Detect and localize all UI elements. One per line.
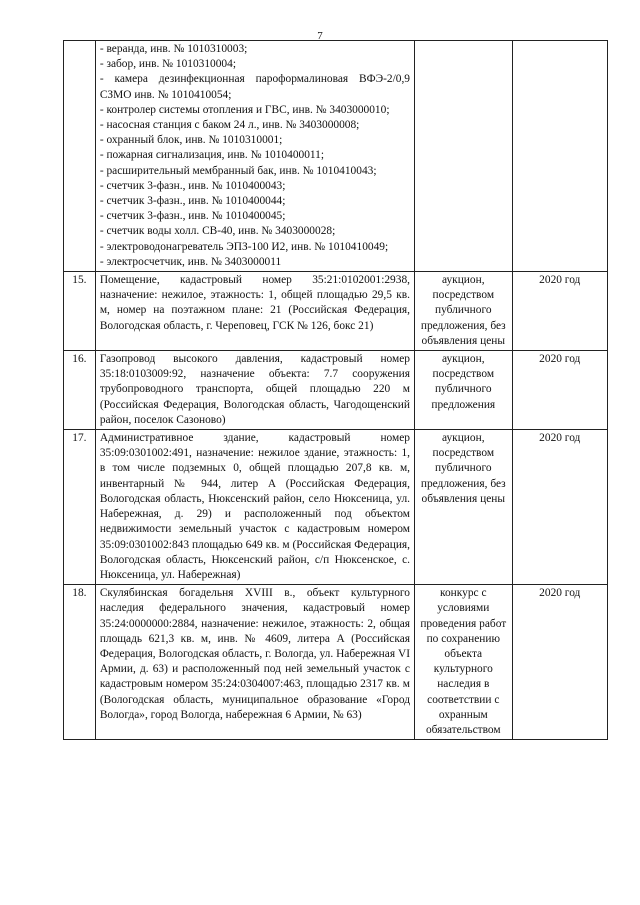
list-item: - пожарная сигнализация, инв. № 1010400011; bbox=[99, 149, 325, 162]
sale-year: 2020 год bbox=[512, 351, 607, 430]
table-row bbox=[64, 430, 608, 585]
sale-method: конкурс с условиями проведения работ по сохранению объекта культурного наследия в соответствии с охранным обязательством bbox=[415, 585, 513, 740]
property-description: Помещение, кадастровый номер 35:21:0102001:2938, назначение: нежилое, этажность: 1, общей площадью 29,5 кв. м, номер на поэтажном плане: 21 (Российская Федерация, Вологодская область, г. Череповец, ГСК № 126, бокс 21) bbox=[95, 272, 414, 351]
sale-year: 2020 год bbox=[512, 272, 607, 351]
table-row-continuation bbox=[64, 41, 608, 272]
property-privatization-table bbox=[63, 40, 608, 740]
sale-year: 2020 год bbox=[512, 430, 607, 585]
list-item: - расширительный мембранный бак, инв. № 1010410043; bbox=[99, 164, 377, 177]
list-item: - забор, инв. № 1010310004; bbox=[99, 58, 236, 71]
row-number-cell bbox=[64, 41, 96, 272]
table-row bbox=[64, 351, 608, 430]
continuation-items-cell bbox=[95, 41, 414, 272]
sale-method: аукцион, посредством публичного предложения, без объявления цены bbox=[415, 272, 513, 351]
list-item: - счетчик 3-фазн., инв. № 1010400044; bbox=[99, 195, 286, 208]
list-item: - веранда, инв. № 1010310003; bbox=[99, 43, 248, 55]
property-description: Газопровод высокого давления, кадастровый номер 35:18:0103009:92, назначение объекта: 7.7 сооружения трубопроводного транспорта, общей площадью 220 м (Российская Федерация, Вологодская область, Чагодощенский район, поселок Сазоново) bbox=[95, 351, 414, 430]
table-row bbox=[64, 585, 608, 740]
sale-method: аукцион, посредством публичного предложения bbox=[415, 351, 513, 430]
row-number: 16. bbox=[64, 351, 96, 430]
list-item: - счетчик 3-фазн., инв. № 1010400045; bbox=[99, 210, 286, 223]
list-item: - электроводонагреватель ЭПЗ-100 И2, инв. № 1010410049; bbox=[99, 240, 389, 253]
list-item: - охранный блок, инв. № 1010310001; bbox=[99, 134, 283, 147]
property-description: Скулябинская богадельня XVIII в., объект культурного наследия федерального значения, кадастровый номер 35:24:0000000:2884, назначение: нежилое, этажность: 2, общая площадь 621,3 кв. м, инв. № 4609, литера А (Российская Федерация, Вологодская область, г. Вологда, ул. Набережная VI Армии, д. 63) и расположенный под ней земельный участок с кадастровым номером 35:24:0304007:463, площадью 2317 кв. м (Вологодская область, муниципальное образование «Город Вологда», город Вологда, набережная 6 Армии, № 63) bbox=[95, 585, 414, 740]
sale-method: аукцион, посредством публичного предложения, без объявления цены bbox=[415, 430, 513, 585]
list-item: - счетчик воды холл. СВ-40, инв. № 3403000028; bbox=[99, 225, 336, 238]
page-number: 7 bbox=[317, 30, 323, 42]
list-item: - камера дезинфекционная пароформалиновая ВФЭ-2/0,9 СЗМО инв. № 1010410054; bbox=[99, 73, 410, 101]
list-item: - электросчетчик, инв. № 3403000011 bbox=[99, 255, 282, 268]
row-number: 17. bbox=[64, 430, 96, 585]
list-item: - счетчик 3-фазн., инв. № 1010400043; bbox=[99, 179, 286, 192]
method-cell bbox=[415, 41, 513, 272]
row-number: 18. bbox=[64, 585, 96, 740]
row-number: 15. bbox=[64, 272, 96, 351]
property-description: Административное здание, кадастровый номер 35:09:0301002:491, назначение: нежилое здание, этажность: 1, в том числе подземных 0, общей площадью 207,8 кв. м, инвентарный № 944, литер А (Российская Федерация, Вологодская область, Нюксенский район, село Нюксеница, ул. Набережная, д. 29) и расположенный под объектом недвижимости земельный участок с кадастровым номером 35:09:0301002:843 площадью 649 кв. м (Российская Федерация, Вологодская область, Нюксенский район, с/п Нюксенское, с. Нюксеница, ул. Набережная) bbox=[95, 430, 414, 585]
sale-year: 2020 год bbox=[512, 585, 607, 740]
year-cell bbox=[512, 41, 607, 272]
table-row bbox=[64, 272, 608, 351]
list-item: - контролер системы отопления и ГВС, инв. № 3403000010; bbox=[99, 103, 390, 116]
list-item: - насосная станция с баком 24 л., инв. № 3403000008; bbox=[99, 119, 360, 132]
